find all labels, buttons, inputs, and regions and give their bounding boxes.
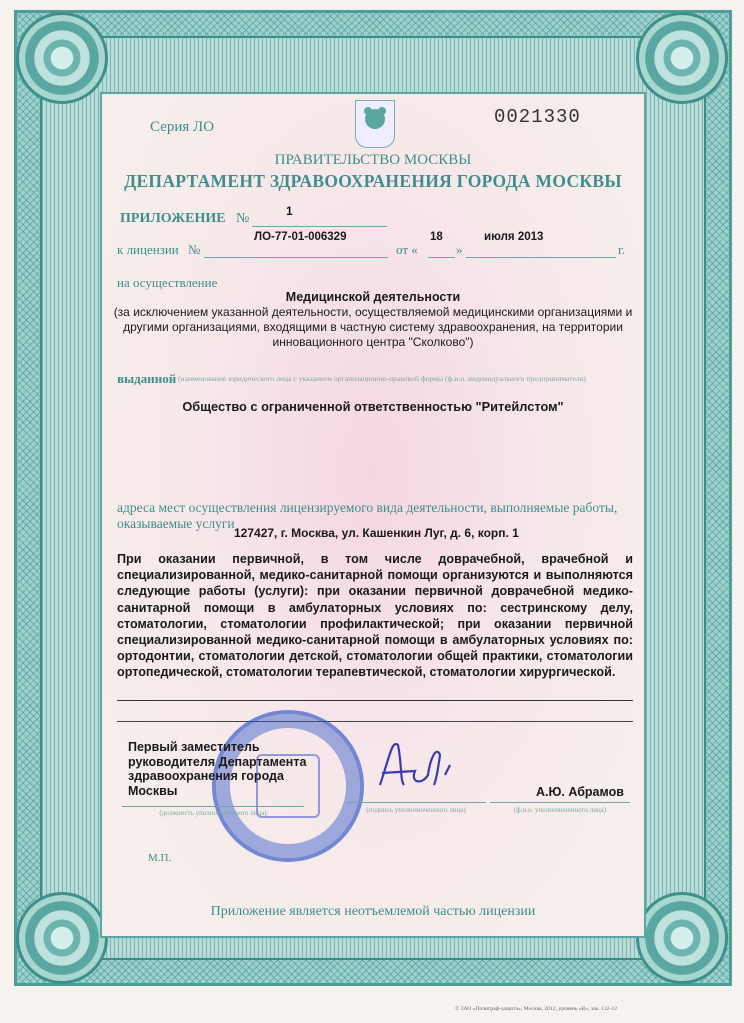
underline	[252, 226, 387, 227]
appendix-number: 1	[286, 204, 293, 218]
organization-name: Общество с ограниченной ответственностью "Ритейлстом"	[182, 399, 564, 414]
divider	[117, 721, 633, 722]
issued-label: выданной	[117, 371, 177, 386]
government-title: ПРАВИТЕЛЬСТВО МОСКВЫ	[274, 152, 472, 168]
license-month-year: июля 2013	[484, 231, 544, 243]
department-title: ДЕПАРТАМЕНТ ЗДРАВООХРАНЕНИЯ ГОРОДА МОСКВЫ	[124, 171, 622, 191]
activity-note: (за исключением указанной деятельности, осуществляемой медицинскими организациями и другими организациями, входящими в частную систему здравоохранения, на территории инновационного центра "Сколково")	[113, 305, 633, 349]
underline	[428, 257, 455, 258]
stamp-place-label: М.П.	[148, 852, 172, 864]
underline	[490, 802, 630, 803]
activity-title: Медицинской деятельности	[285, 290, 461, 304]
underline	[204, 257, 388, 258]
copyright: © ЗАО «Полиграф-защита», Москва, 2012, уровень «В», зак. 132-12	[455, 1006, 618, 1012]
corner-rosette	[16, 12, 108, 104]
activity-label: на осуществление	[117, 275, 218, 290]
footer-note: Приложение является неотъемлемой частью лицензии	[210, 904, 536, 919]
license-number-sign: №	[188, 242, 201, 257]
issued-hint: (наименование юридического лица с указанием организационно-правовой формы (ф.и.о. индивидуального предпринимателя)	[178, 374, 586, 383]
address-value: 127427, г. Москва, ул. Кашенкин Луг, д. 6, корп. 1	[234, 526, 519, 540]
signatory-name: А.Ю. Абрамов	[536, 785, 624, 799]
position-caption: (должность уполномоченного лица)	[159, 809, 267, 817]
appendix-label: ПРИЛОЖЕНИЕ	[120, 211, 226, 226]
series-label: Серия ЛО	[150, 119, 215, 135]
corner-rosette	[16, 892, 108, 984]
license-day: 18	[430, 231, 443, 243]
address-label: адреса мест осуществления лицензируемого вида деятельности, выполняемые работы, оказываемые услуги	[117, 500, 618, 531]
from-label: от «	[396, 242, 418, 257]
signature	[370, 735, 465, 795]
corner-rosette	[636, 892, 728, 984]
signature-caption: (подпись уполномоченного лица)	[366, 806, 466, 814]
year-suffix: г.	[618, 242, 626, 257]
corner-rosette	[636, 12, 728, 104]
services-text: При оказании первичной, в том числе доврачебной, врачебной и специализированной, медико-санитарной помощи организуются и выполняются следующие работы (услуги): при оказании первичной доврачебной медико-санитарной помощи в амбулаторных условиях по: сестринскому делу, стоматологии, стоматологии профилактической; при оказании первичной специализированной медико-санитарной помощи в амбулаторных условиях по: ортодонтии, стоматологии детской, стоматологии общей практики, стоматологии ортопедической, стоматологии терапевтической, стоматологии хирургической.	[117, 552, 633, 680]
license-number: ЛО-77-01-006329	[254, 231, 347, 243]
underline	[466, 257, 616, 258]
divider	[117, 700, 633, 701]
underline	[346, 802, 486, 803]
appendix-number-sign: №	[236, 211, 250, 226]
blank-number: 0021330	[494, 106, 581, 128]
license-label: к лицензии	[117, 242, 179, 257]
underline	[122, 806, 304, 807]
from-close: »	[456, 242, 463, 257]
signatory-position: Первый заместитель руководителя Департамента здравоохранения города Москвы	[128, 740, 307, 798]
coat-of-arms-emblem	[355, 100, 395, 148]
name-caption: (ф.и.о. уполномоченного лица)	[513, 806, 607, 814]
